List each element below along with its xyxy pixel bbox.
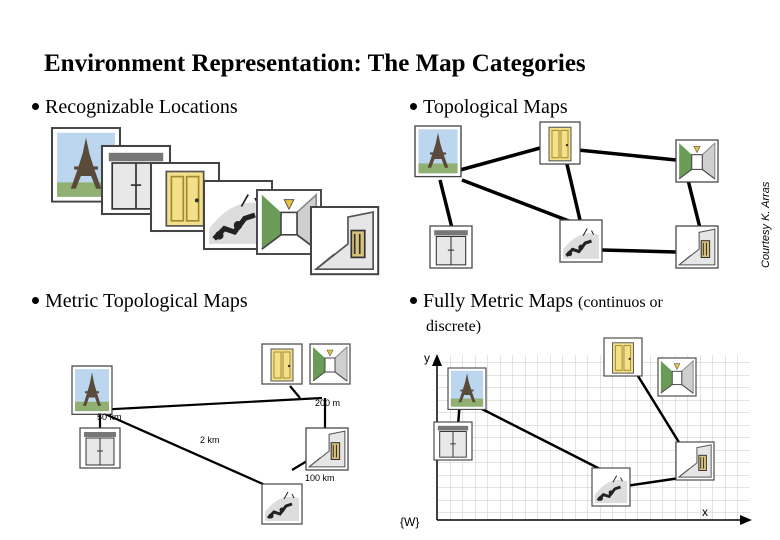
recognizable-stack [52,128,378,274]
stairs-icon [262,484,302,524]
fully-metric-label: Fully Metric Maps [423,290,573,312]
distance-label-2km: 2 km [200,435,220,445]
elevator-icon [434,422,472,460]
world-frame-label: {W} [400,515,420,529]
door-icon [540,122,580,164]
recognizable-label: Recognizable Locations [45,96,238,118]
distance-label-200m: 200 m [315,398,341,408]
distance-label-100km: 100 km [305,473,335,483]
stairs-icon [592,468,630,506]
door-icon [604,338,642,376]
fully-metric-note: (continuos or [578,294,663,311]
y-axis-label: y [424,351,430,365]
distance-label-50km: 50 km [97,412,122,422]
hallway-icon [306,428,348,470]
elevator-icon [80,428,120,468]
hallway-icon [676,442,714,480]
topological-map [415,122,718,268]
eiffel-tower-icon [448,368,486,409]
metric-topological-label: Metric Topological Maps [45,290,248,312]
corridor-icon [676,140,718,182]
hallway-icon [676,226,718,268]
corridor-icon [658,358,696,396]
corridor-icon [310,344,350,384]
elevator-icon [430,226,472,268]
fully-metric-note-2: discrete) [426,318,482,335]
door-icon [262,344,302,384]
eiffel-tower-icon [415,126,461,177]
topological-label: Topological Maps [423,96,568,118]
hallway-icon [311,207,378,274]
eiffel-tower-icon [72,366,112,414]
courtesy-text: Courtesy K. Arras [760,181,772,268]
fully-metric-map [400,338,752,529]
page-title: Environment Representation: The Map Categories [44,50,586,77]
stairs-icon [560,220,602,262]
metric-topological-map [72,344,350,524]
x-axis-label: x [702,505,708,519]
